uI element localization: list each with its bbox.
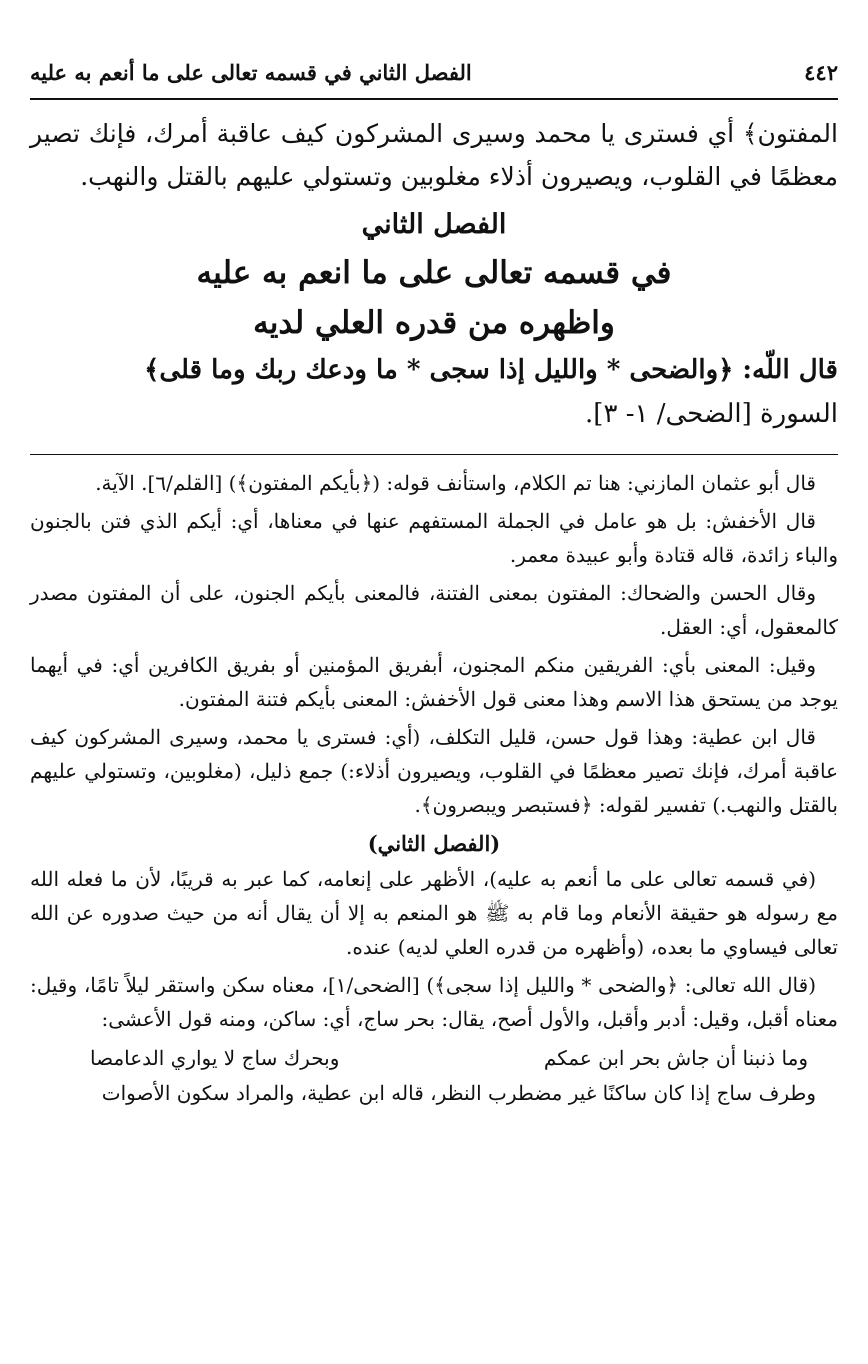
header-rule <box>30 98 838 100</box>
note-paragraph: قال الأخفش: بل هو عامل في الجملة المستفهم عنها في معناها، أي: أيكم الذي فتن بالجنون والباء زائدة، قاله قتادة وأبو عبيدة معمر. <box>30 509 838 567</box>
poem-verse <box>90 1040 808 1076</box>
note-paragraph: قال ابن عطية: وهذا قول حسن، قليل التكلف، (أي: فسترى يا محمد، وسيرى المشركون كيف عاقبة أمرك، فإنك تصير معظمًا في القلوب، ويصيرون أذلاء:) جمع ذليل، (مغلوبين، وتستولي عليهم بالقتل والنهب.) تفسير لقوله: ﴿فستبصر ويبصرون﴾. <box>30 725 838 817</box>
poem-hemistich-first: وما ذنبنا أن جاش بحر ابن عمكم <box>543 1046 808 1070</box>
poem-hemistich-second: وبحرك ساج لا يواري الدعامصا <box>90 1046 340 1070</box>
note-paragraph: (في قسمه تعالى على ما أنعم به عليه)، الأظهر على إنعامه، كما عبر به قريبًا، لأن ما فعله الله مع رسوله هو حقيقة الأنعام وما قام به ﷺ هو المنعم به إلا أن يقال أنه من حيث صدوره عن الله تعالى فيساوي ما بعده، (وأظهره من قدره العلي لديه) عنده. <box>30 867 838 959</box>
note-paragraph: (قال الله تعالى: ﴿والضحى * والليل إذا سجى﴾) [الضحى/١]، معناه سكن واستقر ليلاً تامًا، وقيل: معناه أقبل، وقيل: أدبر وأقبل، والأول أصح، يقال: بحر ساج، أي: ساكن، ومنه قول الأعشى: <box>30 973 838 1031</box>
note-paragraph: وطرف ساج إذا كان ساكنًا غير مضطرب النظر، قاله ابن عطية، والمراد سكون الأصوات <box>101 1081 816 1105</box>
chapter-title-line1: في قسمه تعالى على ما انعم به عليه <box>196 255 672 291</box>
note-paragraph: وقال الحسن والضحاك: المفتون بمعنى الفتنة، فالمعنى بأيكم الجنون، على أن المفتون مصدر كالمعقول، أي: العقل. <box>30 581 838 639</box>
main-paragraph: المفتون﴾ أي فسترى يا محمد وسيرى المشركون كيف عاقبة أمرك، فإنك تصير معظمًا في القلوب، ويصيرون أذلاء مغلوبين وتستولي عليهم بالقتل والنهب. <box>30 119 838 191</box>
footnote-rule <box>30 454 838 455</box>
chapter-label: الفصل الثاني <box>361 209 507 240</box>
running-title: الفصل الثاني في قسمه تعالى على ما أنعم به عليه <box>30 59 472 85</box>
quote-reference: السورة [الضحى/ ١- ٣]. <box>585 399 838 429</box>
commentary <box>30 466 838 1114</box>
quran-quote: قال اللّه: ﴿والضحى * والليل إذا سجى * ما ودعك ربك وما قلى﴾ <box>144 355 838 385</box>
note-paragraph: قال أبو عثمان المازني: هنا تم الكلام، واستأنف قوله: (﴿بأيكم المفتون﴾) [القلم/٦]. الآية. <box>95 471 816 495</box>
note-paragraph: وقيل: المعنى بأي: الفريقين منكم المجنون، أبفريق المؤمنين أو بفريق الكافرين أي: في أيهما يوجد من يستحق هذا الاسم وهذا معنى قول الأخفش: المعنى بأيكم فتنة المفتون. <box>30 653 838 711</box>
main-text <box>30 112 838 436</box>
running-header <box>30 52 838 92</box>
note-section-title: (الفصل الثاني) <box>367 831 501 856</box>
chapter-title-line2: واظهره من قدره العلي لديه <box>253 305 615 341</box>
page-number: ٤٤٢ <box>804 59 838 85</box>
